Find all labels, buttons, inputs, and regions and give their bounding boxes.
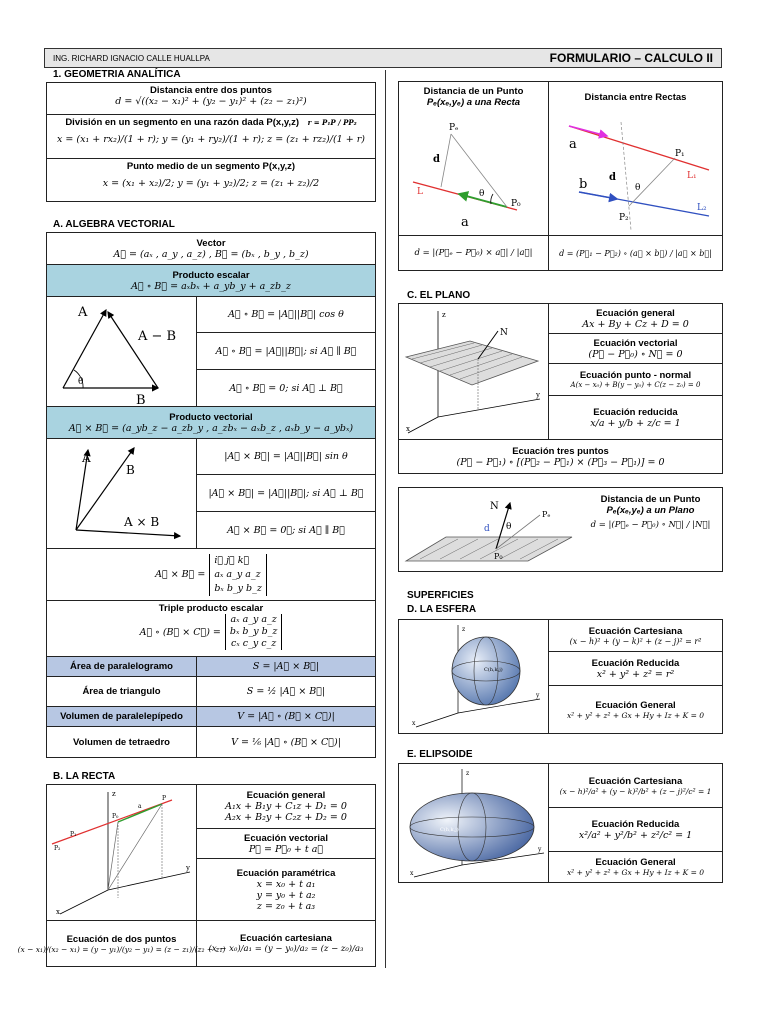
esfera-cartesiana bbox=[549, 620, 722, 652]
plano-general bbox=[549, 304, 722, 334]
column-divider bbox=[385, 70, 386, 968]
medio-title: Punto medio de un segmento P(x,y,z) bbox=[126, 161, 296, 172]
esfera-gen-title: Ecuación General bbox=[595, 699, 676, 711]
escalar-figure bbox=[47, 297, 197, 407]
plano-tres-puntos bbox=[399, 440, 722, 473]
plano-reducida bbox=[549, 396, 722, 440]
esfera-box bbox=[398, 619, 723, 734]
elipsoide-box bbox=[398, 763, 723, 883]
esfera-figure bbox=[399, 620, 549, 733]
elipsoide-figure bbox=[399, 764, 549, 882]
det-row-1: i⃗ j⃗ k⃗ bbox=[214, 554, 250, 566]
area-paralelogramo-formula-text: S = |A⃗ × B⃗| bbox=[252, 661, 320, 672]
vectorial-rule-3-text: A⃗ × B⃗ = 0⃗; si A⃗ ∥ B⃗ bbox=[227, 524, 345, 536]
distancia-formula: d = √((x₂ − x₁)² + (y₂ − y₁)² + (z₂ − z₁)²) bbox=[115, 96, 307, 107]
punto-plano-title-2: Pₑ(xₑ,yₑ) a un Plano bbox=[606, 505, 695, 516]
vectorial-formula: A⃗ × B⃗ = (a_yb_z − a_zb_y , a_zbₓ − aₓb_z , aₓb_y − a_ybₓ) bbox=[68, 422, 354, 434]
plano-tres-formula: (P⃗ − P⃗₁) ∘ [(P⃗₂ − P⃗₁) × (P⃗₃ − P⃗₁)] = 0 bbox=[456, 456, 665, 468]
elipsoide-gen-formula: x² + y² + z² + Gx + Hy + Iz + K = 0 bbox=[566, 868, 705, 877]
triple-row-1: aₓ a_y a_z bbox=[230, 614, 277, 625]
plano-general-formula: Ax + By + Cz + D = 0 bbox=[582, 318, 689, 330]
det-row-2: aₓ a_y a_z bbox=[214, 568, 261, 580]
header-bar bbox=[44, 48, 722, 68]
vectorial-heading: A. ALGEBRA VECTORIAL bbox=[53, 219, 175, 230]
plano-punto-normal bbox=[549, 364, 722, 396]
fig1-label-b: B bbox=[135, 392, 146, 406]
pp-theta: θ bbox=[506, 521, 512, 532]
recta-general-2: A₂x + B₂y + C₂z + D₂ = 0 bbox=[225, 812, 347, 823]
er-a: a bbox=[569, 137, 577, 152]
esfera-axis-y: y bbox=[535, 691, 539, 699]
elipsoide-gen-title: Ecuación General bbox=[595, 857, 676, 868]
punto-recta-cell bbox=[399, 82, 549, 236]
escalar-rule-2-text: A⃗ ∘ B⃗ = |A⃗||B⃗|; si A⃗ ∥ B⃗ bbox=[215, 345, 357, 357]
volumen-tetraedro-formula-text: V = ⅙ |A⃗ ∘ (B⃗ × C⃗)| bbox=[231, 736, 341, 748]
fig2-label-a: A bbox=[81, 450, 91, 465]
elipsoide-heading: E. ELIPSOIDE bbox=[407, 749, 473, 760]
pp-d: d bbox=[484, 523, 490, 534]
triple-row bbox=[47, 601, 375, 657]
elipsoide-axis-y: y bbox=[537, 846, 541, 853]
recta-general bbox=[197, 785, 375, 829]
escalar-rule-1-text: A⃗ ∘ B⃗ = |A⃗||B⃗| cos θ bbox=[228, 309, 344, 320]
pp-p0: P₀ bbox=[494, 551, 503, 561]
distancia-row bbox=[47, 83, 375, 115]
recta-cart-formula: (x − x₀)/a₁ = (y − y₀)/a₂ = (z − z₀)/a₃ bbox=[208, 944, 364, 954]
recta-general-1: A₁x + B₁y + C₁z + D₁ = 0 bbox=[225, 801, 347, 812]
plano-general-title: Ecuación general bbox=[596, 307, 675, 319]
geometria-box bbox=[46, 82, 376, 202]
elipsoide-red-formula: x²/a² + y²/b² + z²/c² = 1 bbox=[578, 829, 693, 841]
pr-d: d bbox=[433, 154, 440, 165]
recta-axis-y: y bbox=[185, 863, 190, 872]
area-triangulo-text: Área de triangulo bbox=[82, 686, 161, 697]
page-title: FORMULARIO – CALCULO II bbox=[549, 51, 713, 65]
elipsoide-red-title: Ecuación Reducida bbox=[591, 818, 680, 830]
vectorial-rule-1 bbox=[197, 439, 375, 475]
escalar-formula: A⃗ ∘ B⃗ = aₓbₓ + a_yb_y + a_zb_z bbox=[131, 280, 291, 292]
recta-parametrica bbox=[197, 859, 375, 921]
recta-vectorial-formula: P⃗ = P⃗₀ + t a⃗ bbox=[248, 843, 324, 855]
er-b: b bbox=[579, 177, 588, 192]
esfera-general bbox=[549, 686, 722, 733]
recta-p0: P₀ bbox=[111, 812, 118, 820]
elipsoide-cart-formula: (x − h)²/a² + (y − k)²/b² + (z − j)²/c² = 1 bbox=[559, 786, 712, 796]
volumen-tetraedro-text: Volumen de tetraedro bbox=[73, 736, 170, 748]
punto-recta-title-1: Distancia de un Punto bbox=[423, 86, 524, 97]
er-l1: L₁ bbox=[687, 171, 697, 181]
recta-dos-title: Ecuación de dos puntos bbox=[66, 933, 177, 945]
recta-cart-title: Ecuación cartesiana bbox=[240, 933, 332, 944]
area-paralelogramo-label bbox=[47, 657, 197, 677]
plano-vect-formula: (P⃗ − P⃗₀) ∘ N⃗ = 0 bbox=[588, 348, 683, 360]
plano-figure bbox=[399, 304, 549, 440]
esfera-cart-title: Ecuación Cartesiana bbox=[588, 625, 683, 637]
vector-row bbox=[47, 233, 375, 265]
division-ratio: r = P₁P / PP₂ bbox=[307, 118, 357, 127]
escalar-title: Producto escalar bbox=[172, 269, 250, 281]
escalar-rule-3-text: A⃗ ∘ B⃗ = 0; si A⃗ ⊥ B⃗ bbox=[229, 382, 343, 394]
recta-heading: B. LA RECTA bbox=[53, 771, 116, 782]
escalar-row bbox=[47, 265, 375, 297]
escalar-rule-2 bbox=[197, 333, 375, 370]
esfera-center: C(h,k,j) bbox=[483, 666, 503, 673]
medio-formula: x = (x₁ + x₂)/2; y = (y₁ + y₂)/2; z = (z₁ + z₂)/2 bbox=[102, 178, 320, 189]
vectorial-title: Producto vectorial bbox=[169, 411, 253, 423]
recta-param-y: y = y₀ + t a₂ bbox=[256, 889, 316, 901]
esfera-reducida bbox=[549, 652, 722, 686]
esfera-axis-x: x bbox=[411, 719, 415, 727]
vectorial-rule-1-text: |A⃗ × B⃗| = |A⃗||B⃗| sin θ bbox=[224, 451, 348, 462]
recta-p1: P₁ bbox=[69, 830, 76, 838]
medio-row bbox=[47, 159, 375, 203]
recta-param-z: z = z₀ + t a₃ bbox=[256, 900, 316, 912]
triple-title: Triple producto escalar bbox=[158, 603, 264, 614]
volumen-tetraedro-label bbox=[47, 727, 197, 757]
det-row-3: bₓ b_y b_z bbox=[214, 582, 262, 594]
division-row bbox=[47, 115, 375, 159]
vector-title: Vector bbox=[196, 237, 226, 249]
er-d: d bbox=[609, 172, 616, 183]
geometria-heading: 1. GEOMETRIA ANALÍTICA bbox=[53, 69, 181, 80]
plano-axis-x: x bbox=[405, 424, 410, 433]
distancias-box bbox=[398, 81, 723, 271]
pr-theta: θ bbox=[479, 189, 485, 199]
plano-axis-z: z bbox=[441, 310, 446, 319]
elipsoide-reducida bbox=[549, 808, 722, 852]
triple-row-2: bₓ b_y b_z bbox=[229, 626, 278, 637]
volumen-tetraedro-formula bbox=[197, 727, 375, 757]
recta-cartesiana bbox=[197, 921, 375, 966]
er-p2: P₂ bbox=[619, 213, 629, 223]
determinant-row bbox=[47, 549, 375, 601]
punto-plano-title-1: Distancia de un Punto bbox=[600, 494, 701, 505]
division-formula: x = (x₁ + rx₂)/(1 + r); y = (y₁ + ry₂)/(1 + r); z = (z₁ + rz₂)/(1 + r) bbox=[57, 134, 365, 145]
volumen-paralelepipedo-formula bbox=[197, 707, 375, 727]
vectorial-rule-2 bbox=[197, 475, 375, 512]
esfera-axis-z: z bbox=[461, 625, 465, 633]
pr-a: a bbox=[461, 215, 469, 230]
plano-pn-formula: A(x − x₀) + B(y − y₀) + C(z − z₀) = 0 bbox=[570, 381, 701, 389]
esfera-gen-formula: x² + y² + z² + Gx + Hy + Iz + K = 0 bbox=[566, 710, 705, 720]
plano-vect-title: Ecuación vectorial bbox=[593, 337, 678, 349]
recta-p2: P₂ bbox=[53, 844, 60, 852]
recta-axis-x: x bbox=[55, 907, 60, 916]
punto-plano-figure bbox=[399, 488, 579, 571]
punto-plano-box bbox=[398, 487, 723, 572]
recta-a: a bbox=[137, 802, 142, 810]
er-p1: P₁ bbox=[675, 149, 685, 159]
plano-red-title: Ecuación reducida bbox=[593, 406, 678, 418]
plano-box bbox=[398, 303, 723, 474]
det-matrix bbox=[209, 554, 267, 596]
esfera-heading: D. LA ESFERA bbox=[407, 604, 477, 615]
recta-param-x: x = x₀ + t a₁ bbox=[256, 878, 316, 890]
punto-recta-formula-cell bbox=[399, 236, 549, 270]
recta-box bbox=[17, 784, 376, 967]
pr-p0: P₀ bbox=[511, 199, 521, 209]
esfera-cart-formula: (x − h)² + (y − k)² + (z − j)² = r² bbox=[569, 636, 702, 646]
recta-figure bbox=[47, 785, 197, 921]
entre-rectas-cell bbox=[549, 82, 722, 236]
recta-vectorial bbox=[197, 829, 375, 859]
volumen-paralelepipedo-formula-text: V = |A⃗ ∘ (B⃗ × C⃗)| bbox=[237, 711, 335, 722]
pp-n: N bbox=[490, 500, 499, 512]
triple-matrix bbox=[225, 614, 283, 650]
punto-recta-formula: d = |(P⃗ₑ − P⃗₀) × a⃗| / |a⃗| bbox=[414, 248, 533, 258]
area-paralelogramo-text: Área de paralelogramo bbox=[70, 661, 173, 672]
recta-parametrica-title: Ecuación paramétrica bbox=[236, 867, 336, 879]
esfera-red-title: Ecuación Reducida bbox=[591, 657, 680, 669]
plano-axis-y: y bbox=[535, 390, 540, 399]
distancia-title: Distancia entre dos puntos bbox=[150, 85, 272, 96]
recta-vectorial-title: Ecuación vectorial bbox=[244, 832, 328, 844]
fig2-label-b: B bbox=[125, 462, 135, 477]
recta-general-title: Ecuación general bbox=[246, 790, 326, 801]
vectorial-figure bbox=[47, 439, 197, 549]
elipsoide-general bbox=[549, 852, 722, 882]
recta-dos-formula: (x − x₁)/(x₂ − x₁) = (y − y₁)/(y₂ − y₁) = (z − z₁)/(z₂ − z₁) bbox=[17, 944, 226, 954]
author-name: ING. RICHARD IGNACIO CALLE HUALLPA bbox=[53, 53, 210, 63]
elipsoide-center: C(h,k,j) bbox=[439, 827, 459, 833]
escalar-rule-1 bbox=[197, 297, 375, 333]
er-l2: L₂ bbox=[697, 203, 707, 213]
plano-pn-title: Ecuación punto - normal bbox=[579, 370, 692, 381]
plano-n: N bbox=[499, 327, 508, 338]
entre-rectas-formula-cell bbox=[549, 236, 722, 270]
area-triangulo-label bbox=[47, 677, 197, 707]
vectorial-rule-3 bbox=[197, 512, 375, 549]
punto-plano-text bbox=[579, 494, 722, 530]
plano-tres-title: Ecuación tres puntos bbox=[512, 445, 609, 457]
entre-rectas-formula: d = (P⃗₁ − P⃗₂) ∘ (a⃗ × b⃗) / |a⃗ × b⃗| bbox=[559, 248, 712, 258]
entre-rectas-title: Distancia entre Rectas bbox=[584, 92, 687, 103]
pp-pe: Pₑ bbox=[542, 509, 551, 519]
elipsoide-cartesiana bbox=[549, 764, 722, 808]
elipsoide-axis-z: z bbox=[465, 770, 469, 777]
pr-pe: Pₑ bbox=[449, 123, 459, 133]
area-paralelogramo-formula bbox=[197, 657, 375, 677]
plano-red-formula: x/a + y/b + z/c = 1 bbox=[590, 417, 681, 429]
vectorial-box bbox=[46, 232, 376, 758]
plano-vectorial bbox=[549, 334, 722, 364]
er-theta: θ bbox=[635, 183, 641, 193]
punto-recta-title-2: Pₑ(xₑ,yₑ) a una Recta bbox=[426, 97, 521, 108]
area-triangulo-formula-text: S = ½ |A⃗ × B⃗| bbox=[246, 686, 326, 697]
fig1-label-amb: A − B bbox=[137, 328, 176, 344]
elipsoide-cart-title: Ecuación Cartesiana bbox=[588, 775, 683, 787]
volumen-paralelepipedo-label bbox=[47, 707, 197, 727]
vectorial-rule-2-text: |A⃗ × B⃗| = |A⃗||B⃗|; si A⃗ ⊥ B⃗ bbox=[208, 487, 364, 499]
vectorial-row bbox=[47, 407, 375, 439]
det-label: A⃗ × B⃗ = bbox=[155, 569, 206, 580]
punto-plano-formula: d = |(P⃗ₑ − P⃗₀) ∘ N⃗| / |N⃗| bbox=[590, 520, 711, 530]
recta-dos-puntos bbox=[17, 921, 226, 966]
elipsoide-axis-x: x bbox=[409, 870, 413, 877]
area-triangulo-formula bbox=[197, 677, 375, 707]
division-title: División en un segmento en una razón dada P(x,y,z) bbox=[65, 117, 299, 128]
recta-p: P bbox=[161, 794, 166, 802]
triple-row-3: cₓ c_y c_z bbox=[231, 638, 277, 649]
triple-label: A⃗ ∘ (B⃗ × C⃗) = bbox=[139, 626, 221, 638]
recta-axis-z: z bbox=[111, 789, 116, 798]
escalar-rule-3 bbox=[197, 370, 375, 407]
fig1-theta: θ bbox=[77, 376, 83, 387]
vector-formula: A⃗ = (aₓ , a_y , a_z) , B⃗ = (bₓ , b_y , b_z) bbox=[113, 248, 309, 260]
fig1-label-a: A bbox=[77, 304, 87, 320]
plano-heading: C. EL PLANO bbox=[407, 290, 471, 301]
fig2-label-axb: A × B bbox=[123, 514, 159, 529]
esfera-red-formula: x² + y² + z² = r² bbox=[596, 668, 675, 680]
volumen-paralelepipedo-text: Volumen de paralelepípedo bbox=[60, 711, 183, 722]
pr-l: L bbox=[417, 187, 423, 197]
superficies-heading: SUPERFICIES bbox=[407, 590, 474, 601]
